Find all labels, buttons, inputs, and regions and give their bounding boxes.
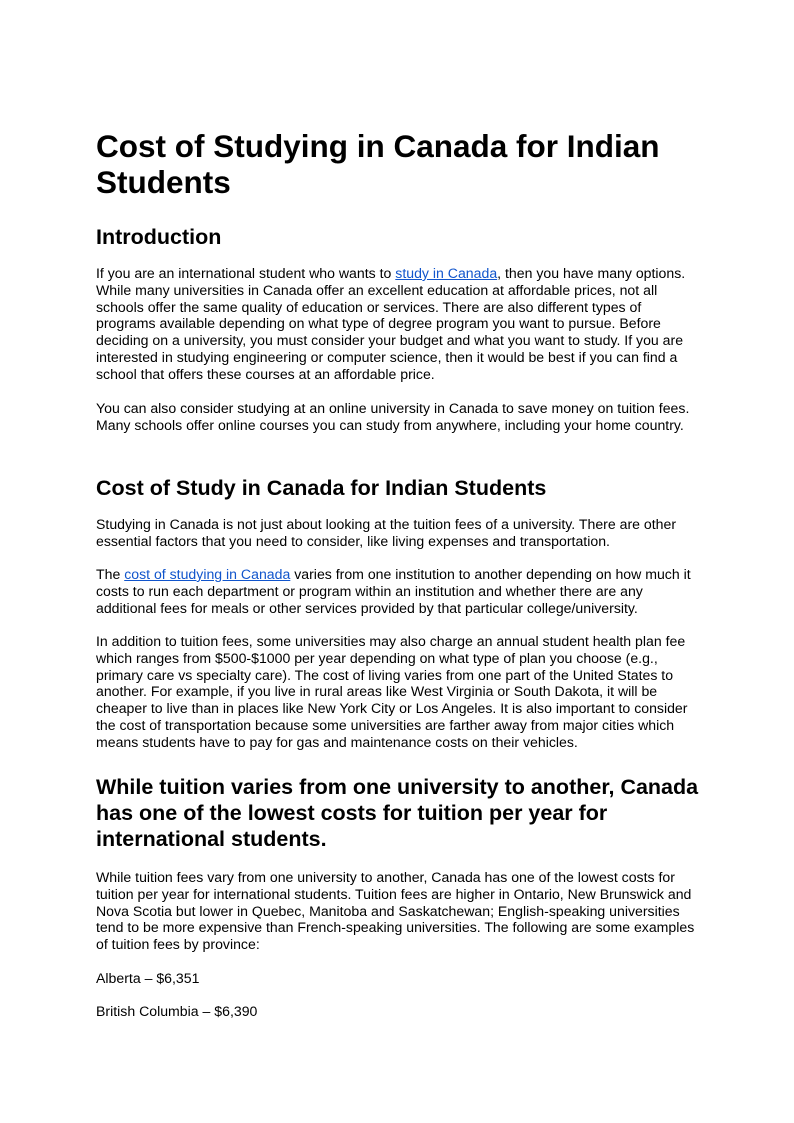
cost-paragraph-2 xyxy=(96,566,700,616)
cost-p2-text-after: varies from one institution to another depending on how much it costs to run each department or program within an institution and whether there are any additional fees for meals or other services provided by that particular college/university. xyxy=(96,566,691,616)
intro-p1-text-after: , then you have many options. While many universities in Canada offer an excellent education at affordable prices, not all schools offer the same quality of education or services. There are also different types of programs available depending on what type of degree program you want to pursue. Before deciding on a university, you must consider your budget and what you want to study. If you are interested in studying engineering or computer science, then it would be best if you can find a school that offers these courses at an affordable price. xyxy=(96,265,686,382)
intro-heading: Introduction xyxy=(96,225,222,249)
intro-paragraph-1 xyxy=(96,265,700,383)
fee-item-alberta: Alberta – $6,351 xyxy=(96,970,200,986)
fee-item-british-columbia: British Columbia – $6,390 xyxy=(96,1003,258,1019)
cost-section-heading: Cost of Study in Canada for Indian Students xyxy=(96,476,547,500)
cost-of-studying-link[interactable]: cost of studying in Canada xyxy=(124,566,291,582)
tuition-paragraph-1: While tuition fees vary from one university to another, Canada has one of the lowest costs for tuition per year for international students. Tuition fees are higher in Ontario, New Brunswick and Nova Scotia but lower in Quebec, Manitoba and Saskatchewan; English-speaking universities tend to be more expensive than French-speaking universities. The following are some examples of tuition fees by province: xyxy=(96,869,695,953)
tuition-section-heading: While tuition varies from one university to another, Canada has one of the lowest costs for tuition per year for international students. xyxy=(96,775,699,851)
cost-paragraph-1: Studying in Canada is not just about looking at the tuition fees of a university. There are other essential factors that you need to consider, like living expenses and transportation. xyxy=(96,516,677,549)
intro-p1-text-before: If you are an international student who wants to xyxy=(96,265,396,281)
intro-paragraph-2: You can also consider studying at an online university in Canada to save money on tuition fees. Many schools offer online courses you can study from anywhere, including your home country. xyxy=(96,400,690,433)
page-title: Cost of Studying in Canada for Indian Students xyxy=(96,128,660,200)
cost-p2-text-before: The xyxy=(96,566,125,582)
cost-paragraph-3: In addition to tuition fees, some universities may also charge an annual student health plan fee which ranges from $500-$1000 per year depending on what type of plan you choose (e.g., primary care vs specialty care). The cost of living varies from one part of the United States to another. For example, if you live in rural areas like West Virginia or South Dakota, it will be cheaper to live than in places like New York City or Los Angeles. It is also important to consider the cost of transportation because some universities are farther away from major cities which means students have to pay for gas and maintenance costs on their vehicles. xyxy=(96,633,688,750)
study-in-canada-link[interactable]: study in Canada xyxy=(395,265,498,281)
